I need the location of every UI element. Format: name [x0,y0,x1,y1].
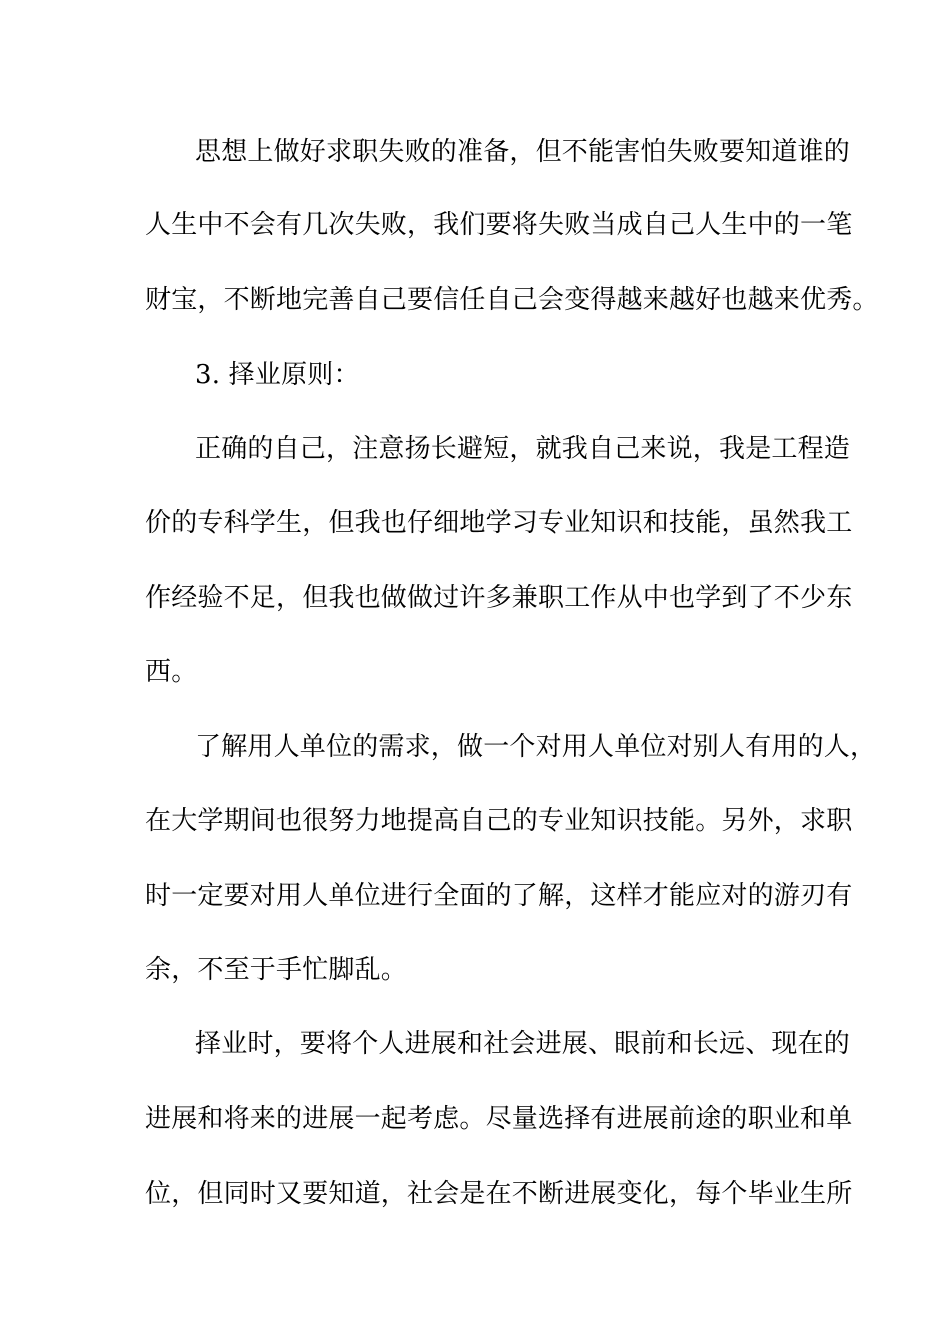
text-line-2: 人生中不会有几次失败，我们要将失败当成自己人生中的一笔 [145,210,853,240]
text-line-13: 择业时，要将个人进展和社会进展、眼前和长远、现在的 [195,1029,851,1059]
text-line-11: 时一定要对用人单位进行全面的了解，这样才能应对的游刃有 [145,881,853,911]
text-line-1: 思想上做好求职失败的准备，但不能害怕失败要知道谁的 [195,137,851,167]
text-line-10: 在大学期间也很努力地提高自己的专业知识技能。另外，求职 [145,806,853,836]
text-line-12: 余，不至于手忙脚乱。 [145,955,408,985]
text-line-5: 正确的自己，注意扬长避短，就我自己来说，我是工程造 [195,434,851,464]
text-line-9: 了解用人单位的需求，做一个对用人单位对别人有用的人， [195,732,877,762]
text-line-8: 西。 [145,657,198,687]
text-line-6: 价的专科学生，但我也仔细地学习专业知识和技能，虽然我工 [145,508,853,538]
section-heading: 3. 择业原则： [195,360,360,390]
text-line-7: 作经验不足，但我也做做过许多兼职工作从中也学到了不少东 [145,583,853,613]
text-line-15: 位，但同时又要知道，社会是在不断进展变化，每个毕业生所 [145,1179,853,1209]
text-line-14: 进展和将来的进展一起考虑。尽量选择有进展前途的职业和单 [145,1104,853,1134]
text-line-3: 财宝，不断地完善自己要信任自己会变得越来越好也越来优秀。 [145,285,879,315]
